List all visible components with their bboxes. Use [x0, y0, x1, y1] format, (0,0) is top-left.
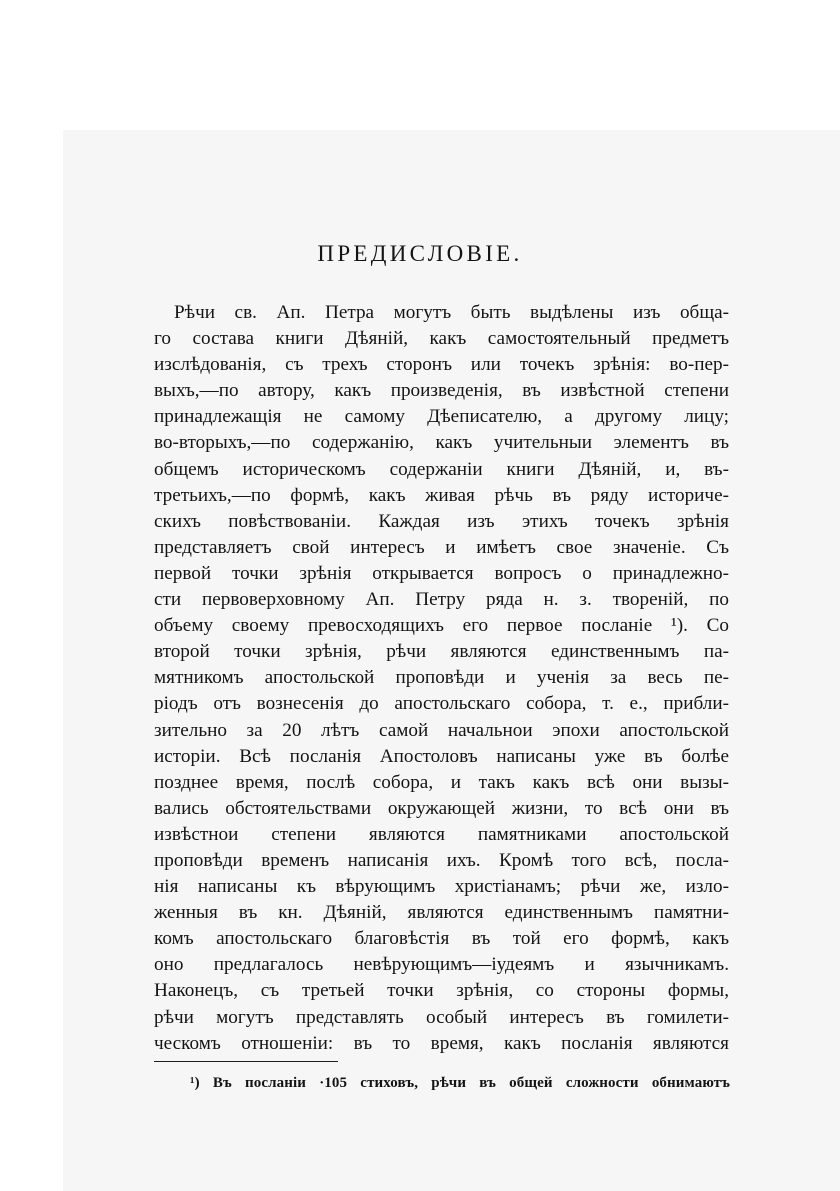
text-line: рѣчи могутъ представлять особый интересъ въ гомилети-: [154, 1006, 729, 1028]
text-line: го состава книги Дѣяній, какъ самостоятельный предметъ: [154, 328, 729, 350]
text-line: исторіи. Всѣ посланія Апостоловъ написаны уже въ болѣе: [154, 745, 729, 767]
text-line: ческомъ отношеніи: въ то время, какъ посланія являются: [154, 1032, 729, 1054]
text-line: оно предлагалось невѣрующимъ—іудеямъ и язычникамъ.: [154, 954, 729, 976]
text-line: женныя въ кн. Дѣяній, являются единственнымъ памятни-: [154, 902, 729, 924]
text-line: проповѣди временъ написанія ихъ. Кромѣ того всѣ, посла-: [154, 849, 729, 871]
text-line: Рѣчи св. Ап. Петра могутъ быть выдѣлены изъ обща-: [174, 302, 729, 323]
text-line: во-вторыхъ,—по содержанію, какъ учительныи элементъ въ: [154, 432, 729, 454]
page-title: ПРЕДИСЛОВІЕ.: [317, 241, 523, 266]
text-line: скихъ повѣствованіи. Каждая изъ этихъ точекъ зрѣнія: [154, 510, 729, 532]
text-line: первой точки зрѣнія открывается вопросъ о принадлежно-: [154, 562, 729, 584]
text-line: третьихъ,—по формѣ, какъ живая рѣчь въ ряду историче-: [154, 484, 729, 506]
text-line: комъ апостольскаго благовѣстія въ той его формѣ, какъ: [154, 928, 729, 950]
text-line: извѣстнои степени являются памятниками апостольской: [154, 823, 729, 845]
text-line: принадлежащія не самому Дѣеписателю, а другому лицу;: [154, 406, 729, 428]
body-text: [154, 300, 729, 1057]
text-line: изслѣдованія, съ трехъ сторонъ или точекъ зрѣнія: во-пер-: [154, 354, 729, 376]
text-line: вались обстоятельствами окружающей жизни, то всѣ они въ: [154, 797, 729, 819]
text-line: мятникомъ апостольской проповѣди и ученія за весь пе-: [154, 667, 729, 689]
text-line: представляетъ свой интересъ и имѣетъ свое значеніе. Съ: [154, 536, 729, 558]
text-line: второй точки зрѣнія, рѣчи являются единственнымъ па-: [154, 641, 729, 663]
text-line: общемъ историческомъ содержаніи книги Дѣяній, и, въ-: [154, 458, 729, 480]
text-line: выхъ,—по автору, какъ произведенія, въ извѣстной степени: [154, 380, 729, 402]
footnote: ¹) Въ посланіи ·105 стиховъ, рѣчи въ общей сложности обнимаютъ: [190, 1075, 730, 1091]
text-line: нія написаны къ вѣрующимъ христіанамъ; рѣчи же, изло-: [154, 876, 729, 898]
footnote-divider: [154, 1061, 338, 1062]
text-line: объему своему превосходящихъ его первое посланіе ¹). Со: [154, 615, 729, 637]
text-line: зительно за 20 лѣтъ самой начальнои эпохи апостольской: [154, 719, 729, 741]
text-line: сти первоверховному Ап. Петру ряда н. з. твореній, по: [154, 589, 729, 611]
text-line: Наконецъ, съ третьей точки зрѣнія, со стороны формы,: [154, 980, 729, 1002]
text-line: позднее время, послѣ собора, и такъ какъ всѣ они вызы-: [154, 771, 729, 793]
text-line: ріодъ отъ вознесенія до апостольскаго собора, т. е., прибли-: [154, 693, 729, 715]
